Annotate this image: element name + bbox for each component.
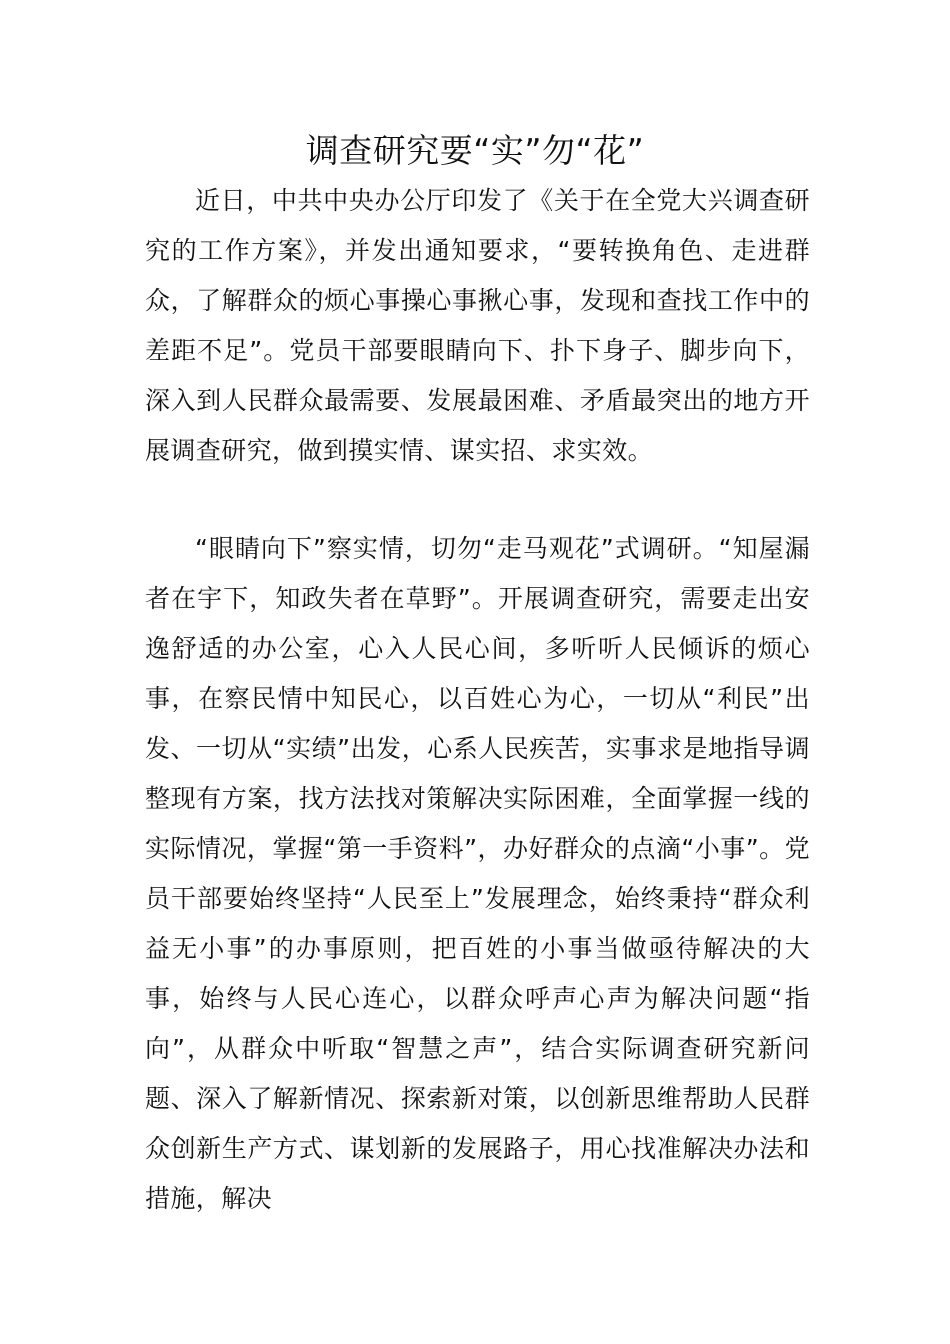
paragraph-body: “眼睛向下”察实情，切勿“走马观花”式调研。“知屋漏者在宇下，知政失者在草野”。开展调查研究，需要走出安逸舒适的办公室，心入人民心间，多听听人民倾诉的烦心事，在察民情中知民心，以百姓心为心，一切从“利民”出发、一切从“实绩”出发，心系人民疾苦，实事求是地指导调整现有方案，找方法找对策解决实际困难，全面掌握一线的实际情况，掌握“第一手资料”，办好群众的点滴“小事”。党员干部要始终坚持“人民至上”发展理念，始终秉持“群众利益无小事”的办事原则，把百姓的小事当做亟待解决的大事，始终与人民心连心，以群众呼声心声为解决问题“指向”，从群众中听取“智慧之声”，结合实际调查研究新问题、深入了解新情况、探索新对策，以创新思维帮助人民群众创新生产方式、谋划新的发展路子，用心找准解决办法和措施，解决 [145,534,810,1213]
paragraph-intro: 近日，中共中央办公厅印发了《关于在全党大兴调查研究的工作方案》，并发出通知要求，“要转换角色、走进群众，了解群众的烦心事操心事揪心事，发现和查找工作中的差距不足”。党员干部要眼睛向下、扑下身子、脚步向下，深入到人民群众最需要、发展最困难、矛盾最突出的地方开展调查研究，做到摸实情、谋实招、求实效。 [145,186,810,465]
document-title: 调查研究要“实”勿“花” [305,131,645,170]
